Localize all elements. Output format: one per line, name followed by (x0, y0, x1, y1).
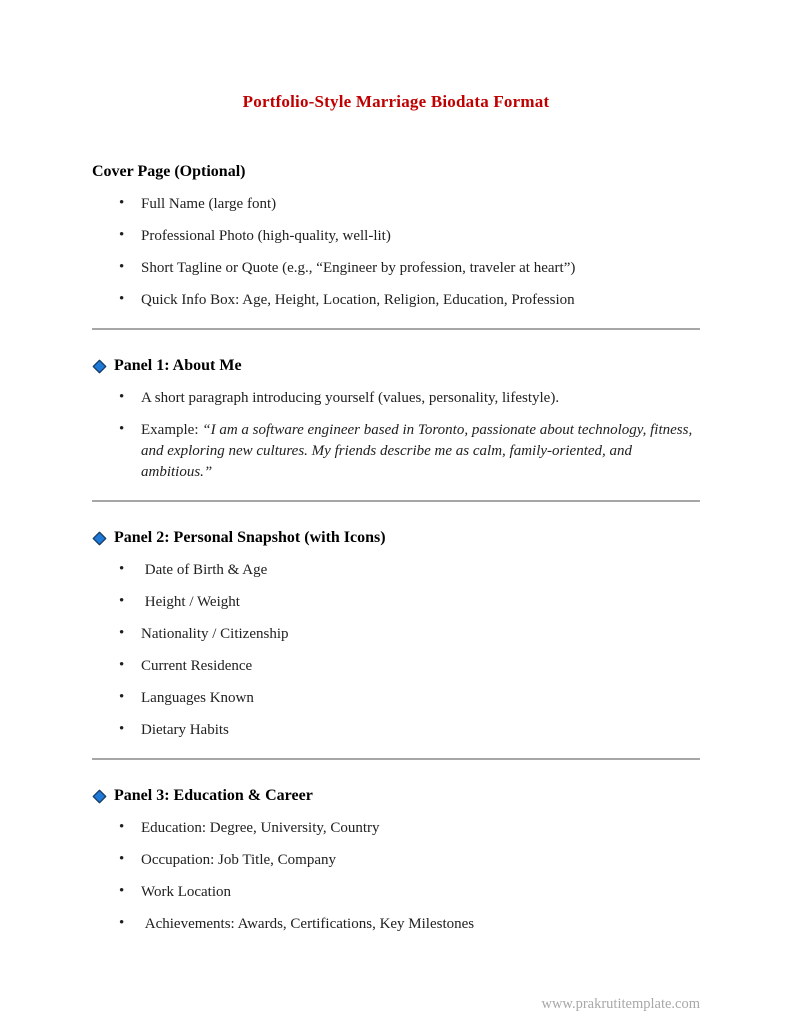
panel-1-heading-label: Panel 1: About Me (114, 357, 242, 374)
section-panel-2-personal-snapshot (92, 528, 700, 741)
list-item: • Nationality / Citizenship (92, 624, 700, 645)
cover-page-heading-label: Cover Page (Optional) (92, 163, 246, 180)
blue-diamond-icon (92, 359, 107, 374)
footer-website-url: www.prakrutitemplate.com (541, 996, 700, 1012)
panel-1-bullet-list (92, 388, 700, 483)
cover-page-bullet-list (92, 194, 700, 311)
document-title: Portfolio-Style Marriage Biodata Format (242, 92, 550, 111)
panel-2-bullet-list (92, 560, 700, 741)
panel-3-heading-label: Panel 3: Education & Career (114, 787, 313, 804)
blue-diamond-icon (92, 531, 107, 546)
list-item-example (92, 420, 700, 483)
list-item: • Short Tagline or Quote (e.g., “Engineer by profession, traveler at heart”) (92, 258, 700, 279)
panel-3-bullet-list (92, 818, 700, 935)
section-panel-1-about-me (92, 356, 700, 483)
section-panel-3-education-career (92, 786, 700, 935)
list-item: • Professional Photo (high-quality, well-lit) (92, 226, 700, 247)
section-cover-page (92, 162, 700, 311)
list-item: • Languages Known (92, 688, 700, 709)
example-prefix: Example: (141, 422, 203, 438)
blue-diamond-icon (92, 789, 107, 804)
panel-2-heading (92, 528, 700, 548)
panel-3-heading (92, 786, 700, 806)
section-divider (92, 328, 700, 330)
list-item: • Current Residence (92, 656, 700, 677)
list-item: • Date of Birth & Age (92, 560, 700, 581)
list-item: • A short paragraph introducing yourself (values, personality, lifestyle). (92, 388, 700, 409)
panel-1-heading (92, 356, 700, 376)
section-divider (92, 500, 700, 502)
list-item: • Full Name (large font) (92, 194, 700, 215)
cover-page-heading (92, 162, 700, 182)
panel-2-heading-label: Panel 2: Personal Snapshot (with Icons) (114, 529, 386, 546)
section-divider (92, 758, 700, 760)
list-item: • Work Location (92, 882, 700, 903)
list-item: • Height / Weight (92, 592, 700, 613)
list-item: • Occupation: Job Title, Company (92, 850, 700, 871)
list-item: • Quick Info Box: Age, Height, Location, Religion, Education, Profession (92, 290, 700, 311)
list-item: • Dietary Habits (92, 720, 700, 741)
list-item: • Achievements: Awards, Certifications, Key Milestones (92, 914, 700, 935)
list-item: • Education: Degree, University, Country (92, 818, 700, 839)
example-quote: “I am a software engineer based in Toronto, passionate about technology, fitness, and exploring new cultures. My friends describe me as calm, family-oriented, and ambitious.” (141, 422, 693, 480)
